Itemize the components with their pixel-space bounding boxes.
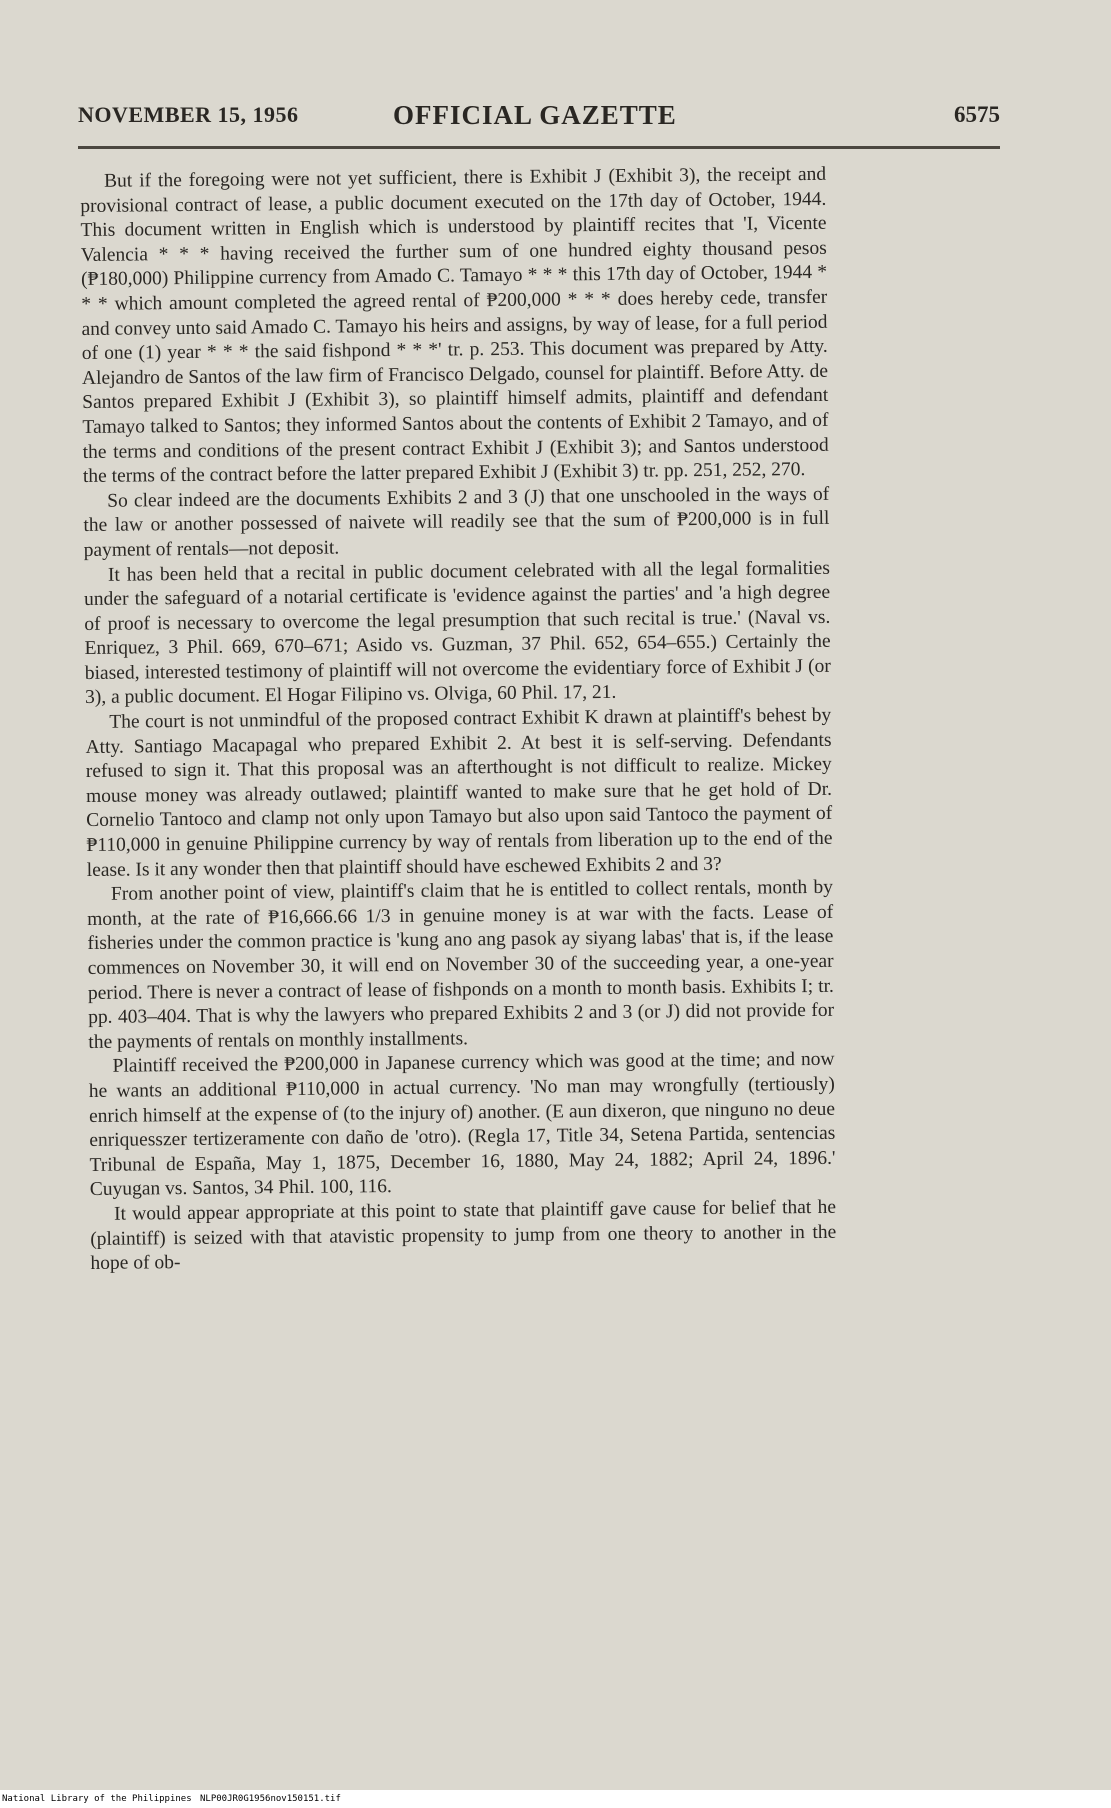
paragraph-4: The court is not unmindful of the proposed contract Exhibit K drawn at plaintiff's behest by Atty. Santiago Macapagal who prepared Exhibit 2. At best it is self-serving. Defendants refused to sign it. That this proposal was an afterthought is not difficult to realize. Mickey mouse money was already outlawed; plaintiff wanted to make sure that he get hold of Dr. Cornelio Tantoco and clamp not only upon Tamayo but also upon said Tantoco the payment of ₱110,000 in genuine Philippine currency by way of rentals from liberation up to the end of the lease. Is it any wonder then that plaintiff should have eschewed Exhibits 2 and 3?: [85, 704, 833, 881]
paragraph-7: It would appear appropriate at this point to state that plaintiff gave cause for belief that he (plaintiff) is seized with that atavistic propensity to jump from one theory to another in the hope of ob-: [90, 1196, 837, 1275]
publication-title: OFFICIAL GAZETTE: [393, 100, 677, 130]
paragraph-5: From another point of view, plaintiff's claim that he is entitled to collect rentals, month by month, at the rate of ₱16,666.66 1/3 in genuine money is at war with the facts. Lease of fisheries under the common practice is 'kung ano ang pasok ay siyang labas' that is, if the lease commences on November 30, it will end on November 30 of the succeeding year, a one-year period. There is never a contract of lease of fishponds on a month to month basis. Exhibits I; tr. pp. 403–404. That is why the lawyers who prepared Exhibits 2 and 3 (or J) did not provide for the payments of rentals on monthly installments.: [87, 877, 835, 1053]
page-number: 6575: [954, 102, 1000, 127]
header-rule: [78, 146, 1000, 149]
body-text: [80, 163, 837, 1277]
page-header: [78, 100, 1000, 136]
paragraph-6: Plaintiff received the ₱200,000 in Japanese currency which was good at the time; and now he wants an additional ₱110,000 in actual currency. 'No man may wrongfully (tertiously) enrich himself at the expense of (to the injury of) another. (E aun dixeron, que ninguno no deue enriquesszer tertizeramente con daño de 'otro). (Regla 17, Title 34, Setena Partida, sentencias Tribunal de España, May 1, 1875, December 16, 1880, May 24, 1882; April 24, 1896.' Cuyugan vs. Santos, 34 Phil. 100, 116.: [88, 1049, 836, 1201]
paragraph-2: So clear indeed are the documents Exhibits 2 and 3 (J) that one unschooled in the ways of the law or another possessed of naivete will readily see that the sum of ₱200,000 is in full payment of rentals—not deposit.: [83, 483, 830, 561]
scan-footer: [0, 1790, 1111, 1808]
paragraph-1: But if the foregoing were not yet sufficient, there is Exhibit J (Exhibit 3), the receipt and provisional contract of lease, a public document executed on the 17th day of October, 1944. This document written in English which is understood by plaintiff recites that 'I, Vicente Valencia * * * having received the further sum of one hundred eighty thousand pesos (₱180,000) Philippine currency from Amado C. Tamayo * * * this 17th day of October, 1944 * * * which amount completed the agreed rental of ₱200,000 * * * does hereby cede, transfer and convey unto said Amado C. Tamayo his heirs and assigns, by way of lease, for a full period of one (1) year * * * the said fishpond * * *' tr. p. 253. This document was prepared by Atty. Alejandro de Santos of the law firm of Francisco Delgado, counsel for plaintiff. Before Atty. de Santos prepared Exhibit J (Exhibit 3), so plaintiff himself admits, plaintiff and defendant Tamayo talked to Santos; they informed Santos about the contents of Exhibit 2 Tamayo, and of the terms and conditions of the present contract Exhibit J (Exhibit 3); and Santos understood the terms of the contract before the latter prepared Exhibit J (Exhibit 3) tr. pp. 251, 252, 270.: [80, 163, 829, 488]
footer-library: National Library of the Philippines: [2, 1794, 192, 1804]
paragraph-3: It has been held that a recital in public document celebrated with all the legal formalities under the safeguard of a notarial certificate is 'evidence against the parties' and 'a high degree of proof is necessary to overcome the legal presumption that such recital is true.' (Naval vs. Enriquez, 3 Phil. 669, 670–671; Asido vs. Guzman, 37 Phil. 652, 654–655.) Certainly the biased, interested testimony of plaintiff will not overcome the evidentiary force of Exhibit J (or 3), a public document. El Hogar Filipino vs. Olviga, 60 Phil. 17, 21.: [84, 557, 831, 709]
footer-filename: NLP00JR0G1956nov150151.tif: [200, 1794, 341, 1804]
header-date: NOVEMBER 15, 1956: [78, 102, 299, 127]
